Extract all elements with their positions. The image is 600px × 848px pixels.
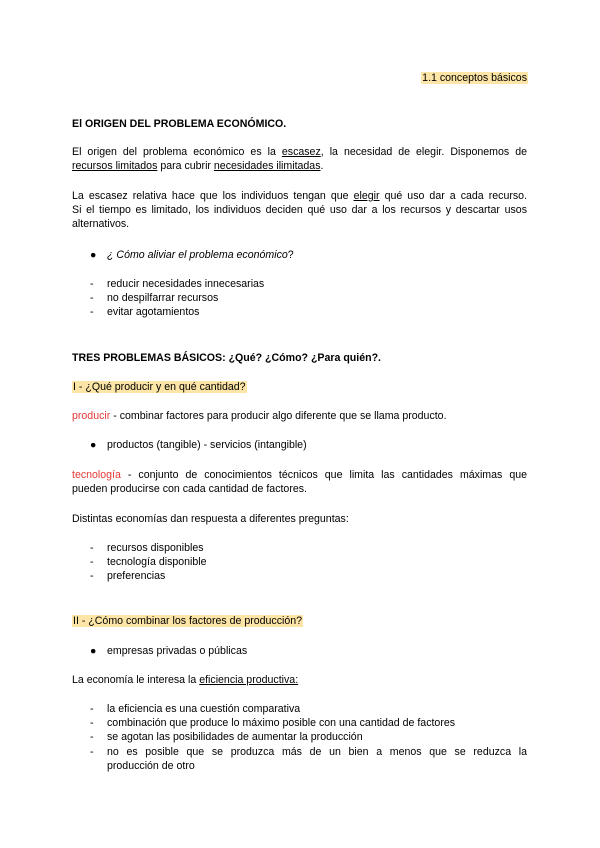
question-one [72,380,247,394]
definition-tecnologia-line2: pueden producirse con cada cantidad de factores. [72,483,307,495]
list-item: se agotan las posibilidades de aumentar la producción [107,731,363,743]
bullet-question-text: ¿ Cómo aliviar el problema económico [107,249,288,261]
text-run: . [320,160,324,172]
section-title-three-problems: TRES PROBLEMAS BÁSICOS: ¿Qué? ¿Cómo? ¿Para quién?. [72,352,381,364]
paragraph-scarcity-line1 [72,189,527,203]
bullet-icon: ● [90,439,97,451]
paragraph-scarcity-line3: alternativos. [72,218,130,230]
text-run: ? [287,249,294,261]
bullet-products: productos (tangible) - servicios (intangible) [107,439,307,451]
dash-icon: - [90,542,94,554]
list-item-continuation: producción de otro [107,760,195,772]
list-item: preferencias [107,570,166,582]
text-run: La escasez relativa hace que los individuos tengan que [72,190,354,202]
term-producir: producir [72,410,111,422]
definition-producir [72,409,447,423]
dash-icon: - [90,731,94,743]
list-item: recursos disponibles [107,542,204,554]
term-tecnologia: tecnología [72,469,121,481]
bullet-icon: ● [90,249,97,261]
list-item: evitar agotamientos [107,306,200,318]
term-recursos-limitados: recursos limitados [72,160,158,172]
dash-icon: - [90,570,94,582]
text-run: - conjunto de conocimientos técnicos que limita las cantidades máximas que [120,469,527,481]
paragraph-origin-line1 [72,145,527,159]
bullet-question [107,248,294,262]
dash-icon: - [90,278,94,290]
paragraph-eficiencia [72,673,298,687]
list-item: reducir necesidades innecesarias [107,278,265,290]
dash-icon: - [90,306,94,318]
dash-icon: - [90,703,94,715]
list-item: no despilfarrar recursos [107,292,219,304]
list-item: la eficiencia es una cuestión comparativa [107,703,301,715]
list-item: combinación que produce lo máximo posible con una cantidad de factores [107,717,456,729]
bullet-empresas: empresas privadas o públicas [107,645,248,657]
text-run: - combinar factores para producir algo diferente que se llama producto. [110,410,447,422]
text-run: para cubrir [157,160,214,172]
paragraph-origin-line2 [72,159,323,173]
term-necesidades-ilimitadas: necesidades ilimitadas [213,160,321,172]
section-tag [421,71,528,85]
dash-icon: - [90,717,94,729]
paragraph-distintas: Distintas economías dan respuesta a diferentes preguntas: [72,513,349,525]
text-run: La economía le interesa la [72,674,200,686]
question-two [72,614,303,628]
list-item: tecnología disponible [107,556,207,568]
section-title-origin: El ORIGEN DEL PROBLEMA ECONÓMICO. [72,118,287,130]
bullet-icon: ● [90,645,97,657]
term-eficiencia-productiva: eficiencia productiva: [199,674,299,686]
dash-icon: - [90,556,94,568]
term-escasez: escasez [281,146,321,158]
definition-tecnologia-line1 [72,468,527,482]
question-one-text: I - ¿Qué producir y en qué cantidad? [73,381,246,393]
text-run: qué uso dar a cada recurso. [379,190,528,202]
section-tag-text: 1.1 conceptos básicos [422,72,527,84]
list-item: no es posible que se produzca más de un bien a menos que se reduzca la [107,746,527,758]
term-elegir: elegir [353,190,380,202]
text-run: El origen del problema económico es la [72,146,282,158]
question-two-text: II - ¿Cómo combinar los factores de producción? [73,615,303,627]
dash-icon: - [90,292,94,304]
paragraph-scarcity-line2: Si el tiempo es limitado, los individuos deciden qué uso dar a los recursos y descartar usos [72,204,527,216]
text-run: , la necesidad de elegir. Disponemos de [320,146,527,158]
dash-icon: - [90,746,94,758]
